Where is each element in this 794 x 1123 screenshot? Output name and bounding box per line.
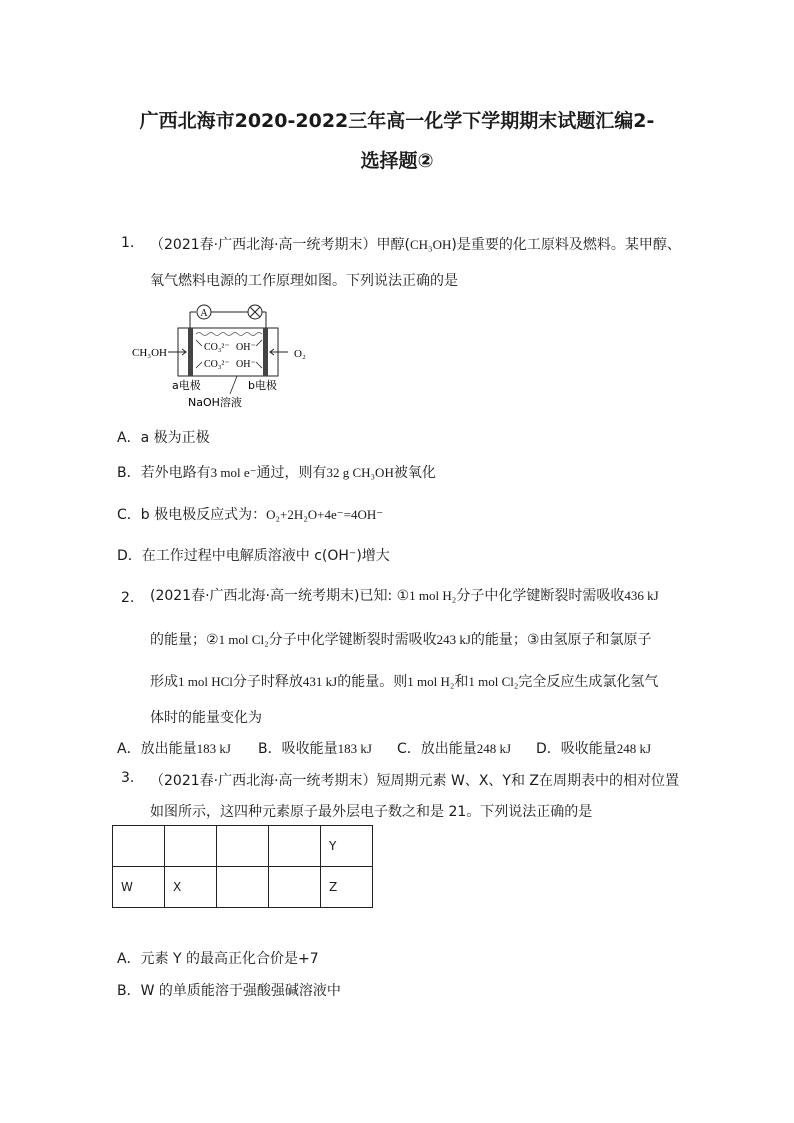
q2-stem-line2: 的能量；②1 mol Cl₂分子中化学键断裂时需吸收243 kJ的能量；③由氢原子和氯原子	[150, 632, 652, 648]
q1-source: （2021春·广西北海·高一统考期末）	[150, 237, 377, 253]
q2-option-c: C．放出能量248 kJ	[397, 741, 512, 757]
table-cell: W	[113, 867, 165, 908]
table-cell	[269, 867, 321, 908]
q2-stem-line3: 形成1 mol HCl分子时释放431 kJ的能量。则1 mol H₂和1 mol Cl₂完全反应生成氯化氢气	[150, 674, 659, 690]
electrode-a	[188, 328, 193, 376]
q1-stem-line2: 氧气燃料电源的工作原理如图。下列说法正确的是	[150, 273, 458, 289]
q1-option-a: A．a 极为正极	[117, 430, 210, 446]
q3-number: 3.	[121, 770, 135, 786]
q1-option-c: C．b 极电极反应式为：O₂+2H₂O+4e⁻=4OH⁻	[117, 507, 384, 523]
page-title-line1: 广西北海市2020-2022三年高一化学下学期期末试题汇编2-	[139, 110, 655, 132]
q3-option-b: B．W 的单质能溶于强酸强碱溶液中	[117, 983, 341, 999]
table-cell	[113, 826, 165, 867]
q2-option-a: A．放出能量183 kJ	[117, 741, 231, 757]
ion-carbonate-1: CO₃²⁻	[204, 342, 230, 353]
fuel-cell-diagram	[112, 300, 322, 412]
q2-stem-line1: (2021春·广西北海·高一统考期末)已知: ①1 mol H₂分子中化学键断裂时需吸收436 kJ	[150, 588, 659, 604]
q1-option-b: B．若外电路有3 mol e⁻通过，则有32 g CH₃OH被氧化	[117, 465, 436, 481]
q2-option-d: D．吸收能量248 kJ	[536, 741, 652, 757]
table-cell: Z	[321, 867, 373, 908]
solution-label: NaOH溶液	[188, 396, 242, 409]
ion-hydroxide-2: OH⁻	[236, 359, 256, 370]
q2-number: 2.	[121, 590, 135, 606]
q3-option-a: A．元素 Y 的最高正化合价是+7	[117, 951, 319, 967]
q1-option-d: D．在工作过程中电解质溶液中 c(OH⁻)增大	[117, 548, 390, 564]
table-row	[113, 826, 373, 867]
q1-number: 1.	[121, 235, 135, 251]
page-title-line2: 选择题②	[360, 150, 434, 172]
electrode-b-label: b电极	[248, 379, 277, 392]
right-input-label: O₂	[294, 348, 306, 360]
electrode-a-label: a电极	[172, 379, 201, 392]
periodic-table-fragment	[112, 825, 373, 908]
ion-hydroxide-1: OH⁻	[236, 342, 256, 353]
q3-stem-line1: （2021春·广西北海·高一统考期末）短周期元素 W、X、Y和 Z在周期表中的相对位置	[150, 773, 680, 789]
table-cell	[217, 867, 269, 908]
table-cell	[165, 826, 217, 867]
q1-stem-line1: （2021春·广西北海·高一统考期末）甲醇(CH₃OH)是重要的化工原料及燃料。某甲醇、	[150, 237, 681, 253]
ion-carbonate-2: CO₃²⁻	[204, 359, 230, 370]
q2-stem-line4: 体时的能量变化为	[150, 710, 262, 726]
table-cell: X	[165, 867, 217, 908]
table-cell	[217, 826, 269, 867]
q3-stem-line2: 如图所示，这四种元素原子最外层电子数之和是 21。下列说法正确的是	[150, 804, 593, 820]
q2-option-b: B．吸收能量183 kJ	[258, 741, 372, 757]
electrode-b	[263, 328, 268, 376]
left-input-label: CH₃OH	[132, 347, 168, 359]
table-cell: Y	[321, 826, 373, 867]
table-row	[113, 867, 373, 908]
ammeter-label: A	[200, 308, 208, 319]
table-cell	[269, 826, 321, 867]
